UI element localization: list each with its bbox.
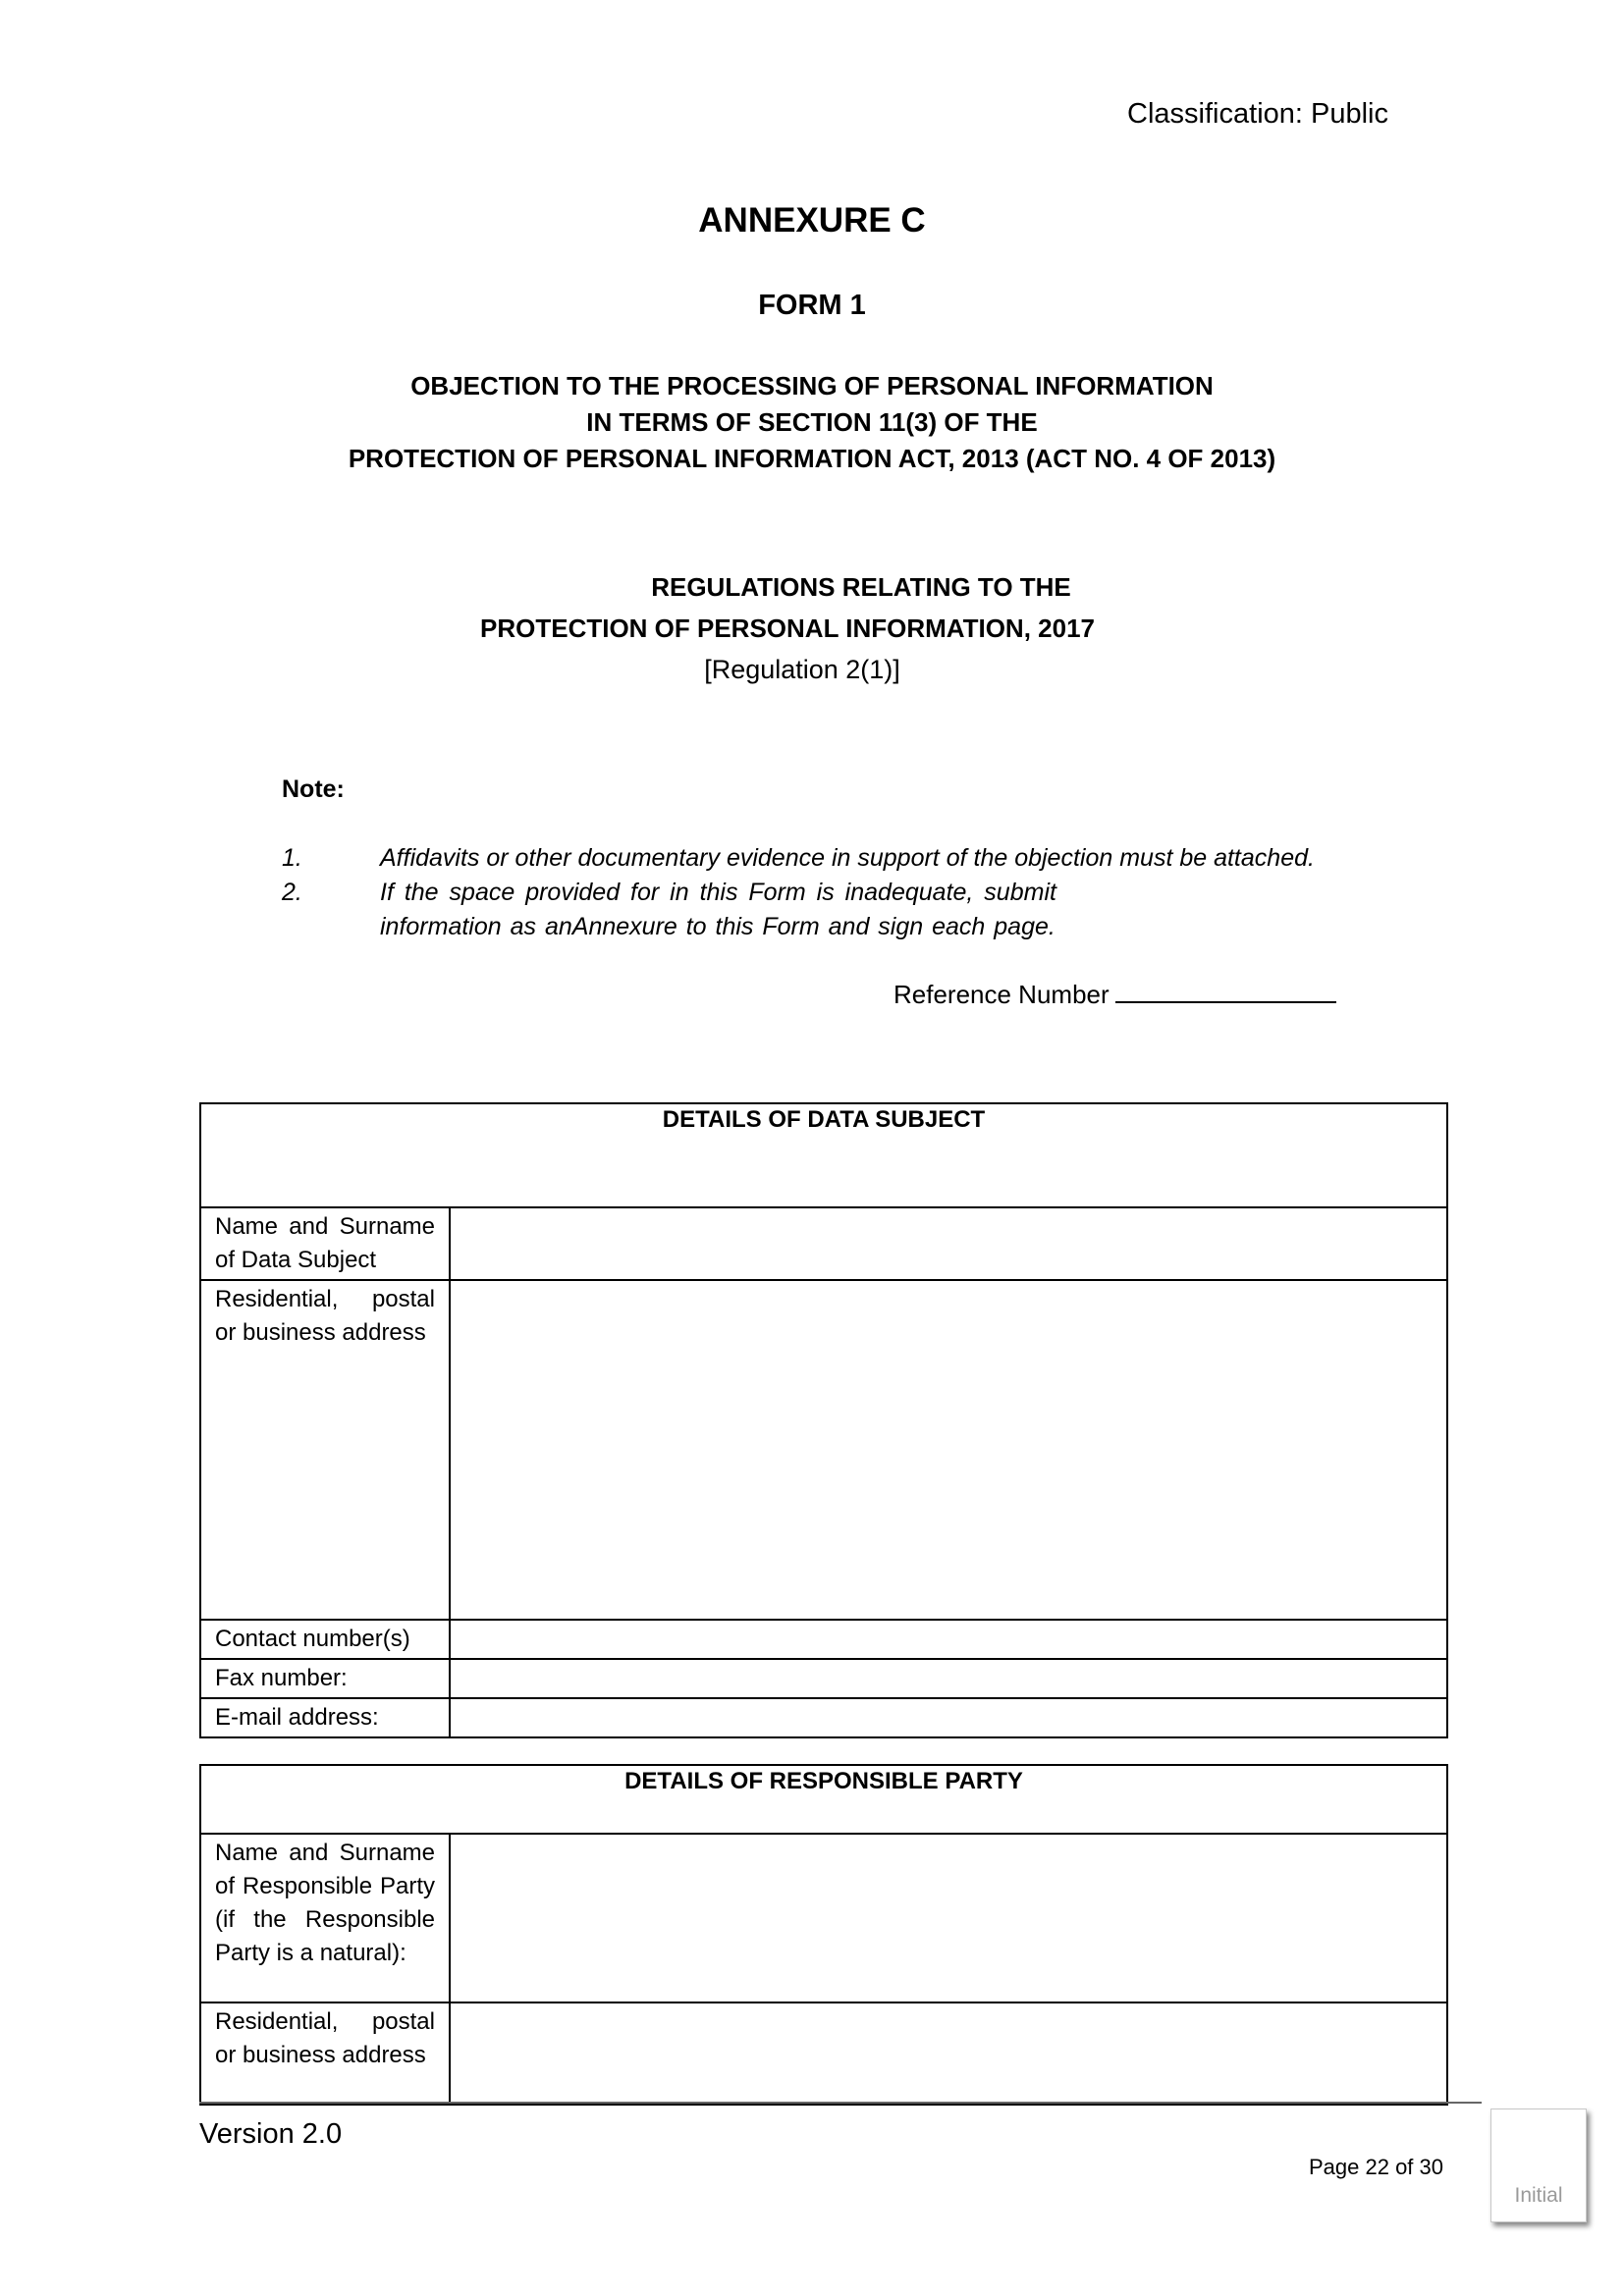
responsible-party-name-label: Name and Surname of Responsible Party (if the Responsible Party is a natural): [200, 1834, 450, 2002]
objection-heading-line: IN TERMS OF SECTION 11(3) OF THE [586, 407, 1038, 437]
objection-heading [0, 368, 1624, 477]
footer-divider [199, 2102, 1482, 2104]
responsible-party-address-field[interactable] [450, 2002, 1447, 2105]
objection-heading-line: PROTECTION OF PERSONAL INFORMATION ACT, 2013 (ACT NO. 4 OF 2013) [348, 444, 1276, 473]
regulation-reference: [Regulation 2(1)] [704, 655, 900, 684]
data-subject-contact-label: Contact number(s) [200, 1620, 450, 1659]
page-number: Page 22 of 30 [1309, 2155, 1444, 2179]
reference-number-field [893, 978, 1336, 1010]
regulations-line-1: REGULATIONS RELATING TO THE [651, 572, 1071, 602]
data-subject-fax-label: Fax number: [200, 1659, 450, 1698]
data-subject-address-label: Residential, postal or business address [200, 1280, 450, 1620]
form-title: FORM 1 [758, 290, 866, 321]
note-text: Affidavits or other documentary evidence in support of the objection must be attached. [380, 844, 1315, 872]
note-label: Note: [282, 775, 345, 803]
note-text: If the space provided for in this Form is inadequate, submit [380, 879, 1056, 906]
regulations-heading [0, 566, 1624, 690]
classification-label: Classification: Public [1127, 98, 1388, 130]
reference-number-label: Reference Number [893, 980, 1110, 1009]
data-subject-heading: DETAILS OF DATA SUBJECT [200, 1103, 1447, 1207]
regulations-line-2: PROTECTION OF PERSONAL INFORMATION, 2017 [480, 614, 1095, 643]
annexure-title: ANNEXURE C [698, 201, 926, 240]
responsible-party-address-label: Residential, postal or business address [200, 2002, 450, 2105]
data-subject-name-field[interactable] [450, 1207, 1447, 1280]
data-subject-table [199, 1102, 1448, 1738]
data-subject-fax-field[interactable] [450, 1659, 1447, 1698]
data-subject-contact-field[interactable] [450, 1620, 1447, 1659]
objection-heading-line: OBJECTION TO THE PROCESSING OF PERSONAL INFORMATION [410, 371, 1214, 400]
reference-number-blank[interactable] [1115, 978, 1336, 1003]
data-subject-email-label: E-mail address: [200, 1698, 450, 1737]
responsible-party-heading: DETAILS OF RESPONSIBLE PARTY [200, 1765, 1447, 1834]
version-label: Version 2.0 [199, 2118, 343, 2150]
initial-box[interactable] [1490, 2109, 1587, 2222]
responsible-party-name-field[interactable] [450, 1834, 1447, 2002]
data-subject-email-field[interactable] [450, 1698, 1447, 1737]
data-subject-name-label: Name and Surname of Data Subject [200, 1207, 450, 1280]
responsible-party-table [199, 1764, 1448, 2106]
note-text: information as anAnnexure to this Form and sign each page. [380, 913, 1056, 940]
data-subject-address-field[interactable] [450, 1280, 1447, 1620]
initial-label: Initial [1514, 2184, 1563, 2207]
note-number: 1. [282, 844, 302, 872]
note-number: 2. [282, 879, 302, 906]
